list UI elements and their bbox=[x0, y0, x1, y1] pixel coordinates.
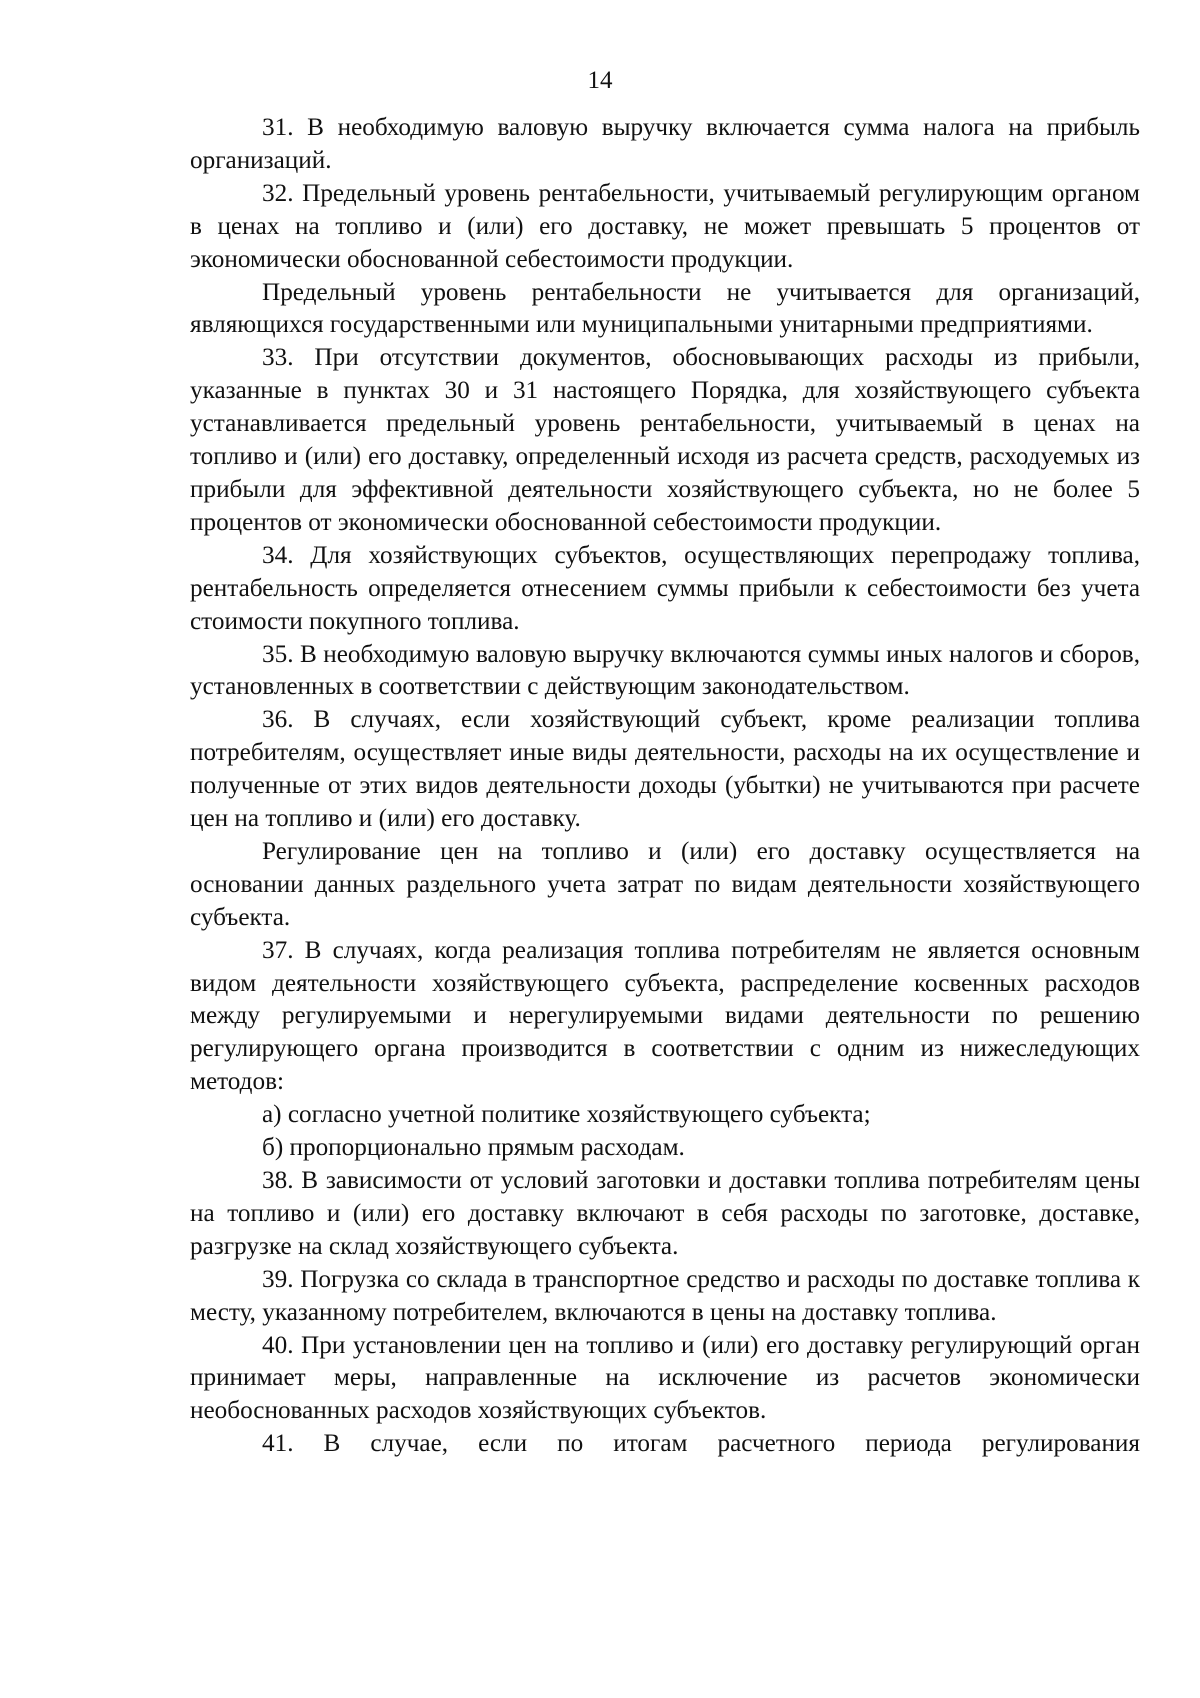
paragraph-40: 40. При установлении цен на топливо и (или) его доставку регулирующий орган принимает меры, направленные на исключение из расчетов экономически необоснованных расходов хозяйствующих субъектов. bbox=[190, 1331, 1140, 1425]
paragraph-36: 36. В случаях, если хозяйствующий субъект, кроме реализации топлива потребителям, осуществляет иные виды деятельности, расходы на их осуществление и полученные от этих видов деятельности доходы (убытки) не учитываются при расчете цен на топливо и (или) его доставку. bbox=[190, 706, 1140, 833]
paragraph-32-note: Предельный уровень рентабельности не учитывается для организаций, являющихся государственными или муниципальными унитарными предприятиями. bbox=[190, 278, 1140, 339]
paragraph-32: 32. Предельный уровень рентабельности, учитываемый регулирующим органом в ценах на топливо и (или) его доставку, не может превышать 5 процентов от экономически обоснованной себестоимости продукции. bbox=[190, 179, 1140, 273]
document-body bbox=[190, 112, 1140, 1461]
paragraph-38: 38. В зависимости от условий заготовки и доставки топлива потребителям цены на топливо и (или) его доставку включают в себя расходы по заготовке, доставке, разгрузке на склад хозяйствующего субъекта. bbox=[190, 1167, 1140, 1260]
paragraph-31: 31. В необходимую валовую выручку включается сумма налога на прибыль организаций. bbox=[190, 114, 1140, 174]
paragraph-37: 37. В случаях, когда реализация топлива потребителям не является основным видом деятельности хозяйствующего субъекта, распределение косвенных расходов между регулируемыми и нерегулируемыми видами деятельности по решению регулирующего органа производится в соответствии с одним из нижеследующих методов: bbox=[190, 936, 1140, 1096]
paragraph-35: 35. В необходимую валовую выручку включаются суммы иных налогов и сборов, установленных в соответствии с действующим законодательством. bbox=[190, 640, 1140, 701]
page-number: 14 bbox=[587, 67, 613, 94]
paragraph-41: 41. В случае, если по итогам расчетного периода регулирования bbox=[262, 1430, 1140, 1458]
paragraph-37-item-b: б) пропорционально прямым расходам. bbox=[262, 1134, 685, 1162]
paragraph-37-item-a: а) согласно учетной политике хозяйствующего субъекта; bbox=[262, 1101, 871, 1129]
paragraph-39: 39. Погрузка со склада в транспортное средство и расходы по доставке топлива к месту, указанному потребителем, включаются в цены на доставку топлива. bbox=[190, 1265, 1140, 1326]
paragraph-34: 34. Для хозяйствующих субъектов, осуществляющих перепродажу топлива, рентабельность определяется отнесением суммы прибыли к себестоимости без учета стоимости покупного топлива. bbox=[190, 541, 1140, 635]
paragraph-33: 33. При отсутствии документов, обосновывающих расходы из прибыли, указанные в пунктах 30 и 31 настоящего Порядка, для хозяйствующего субъекта устанавливается предельный уровень рентабельности, учитываемый в ценах на топливо и (или) его доставку, определенный исходя из расчета средств, расходуемых из прибыли для эффективной деятельности хозяйствующего субъекта, но не более 5 процентов от экономически обоснованной себестоимости продукции. bbox=[190, 344, 1140, 536]
paragraph-36-note: Регулирование цен на топливо и (или) его доставку осуществляется на основании данных раздельного учета затрат по видам деятельности хозяйствующего субъекта. bbox=[190, 837, 1140, 931]
